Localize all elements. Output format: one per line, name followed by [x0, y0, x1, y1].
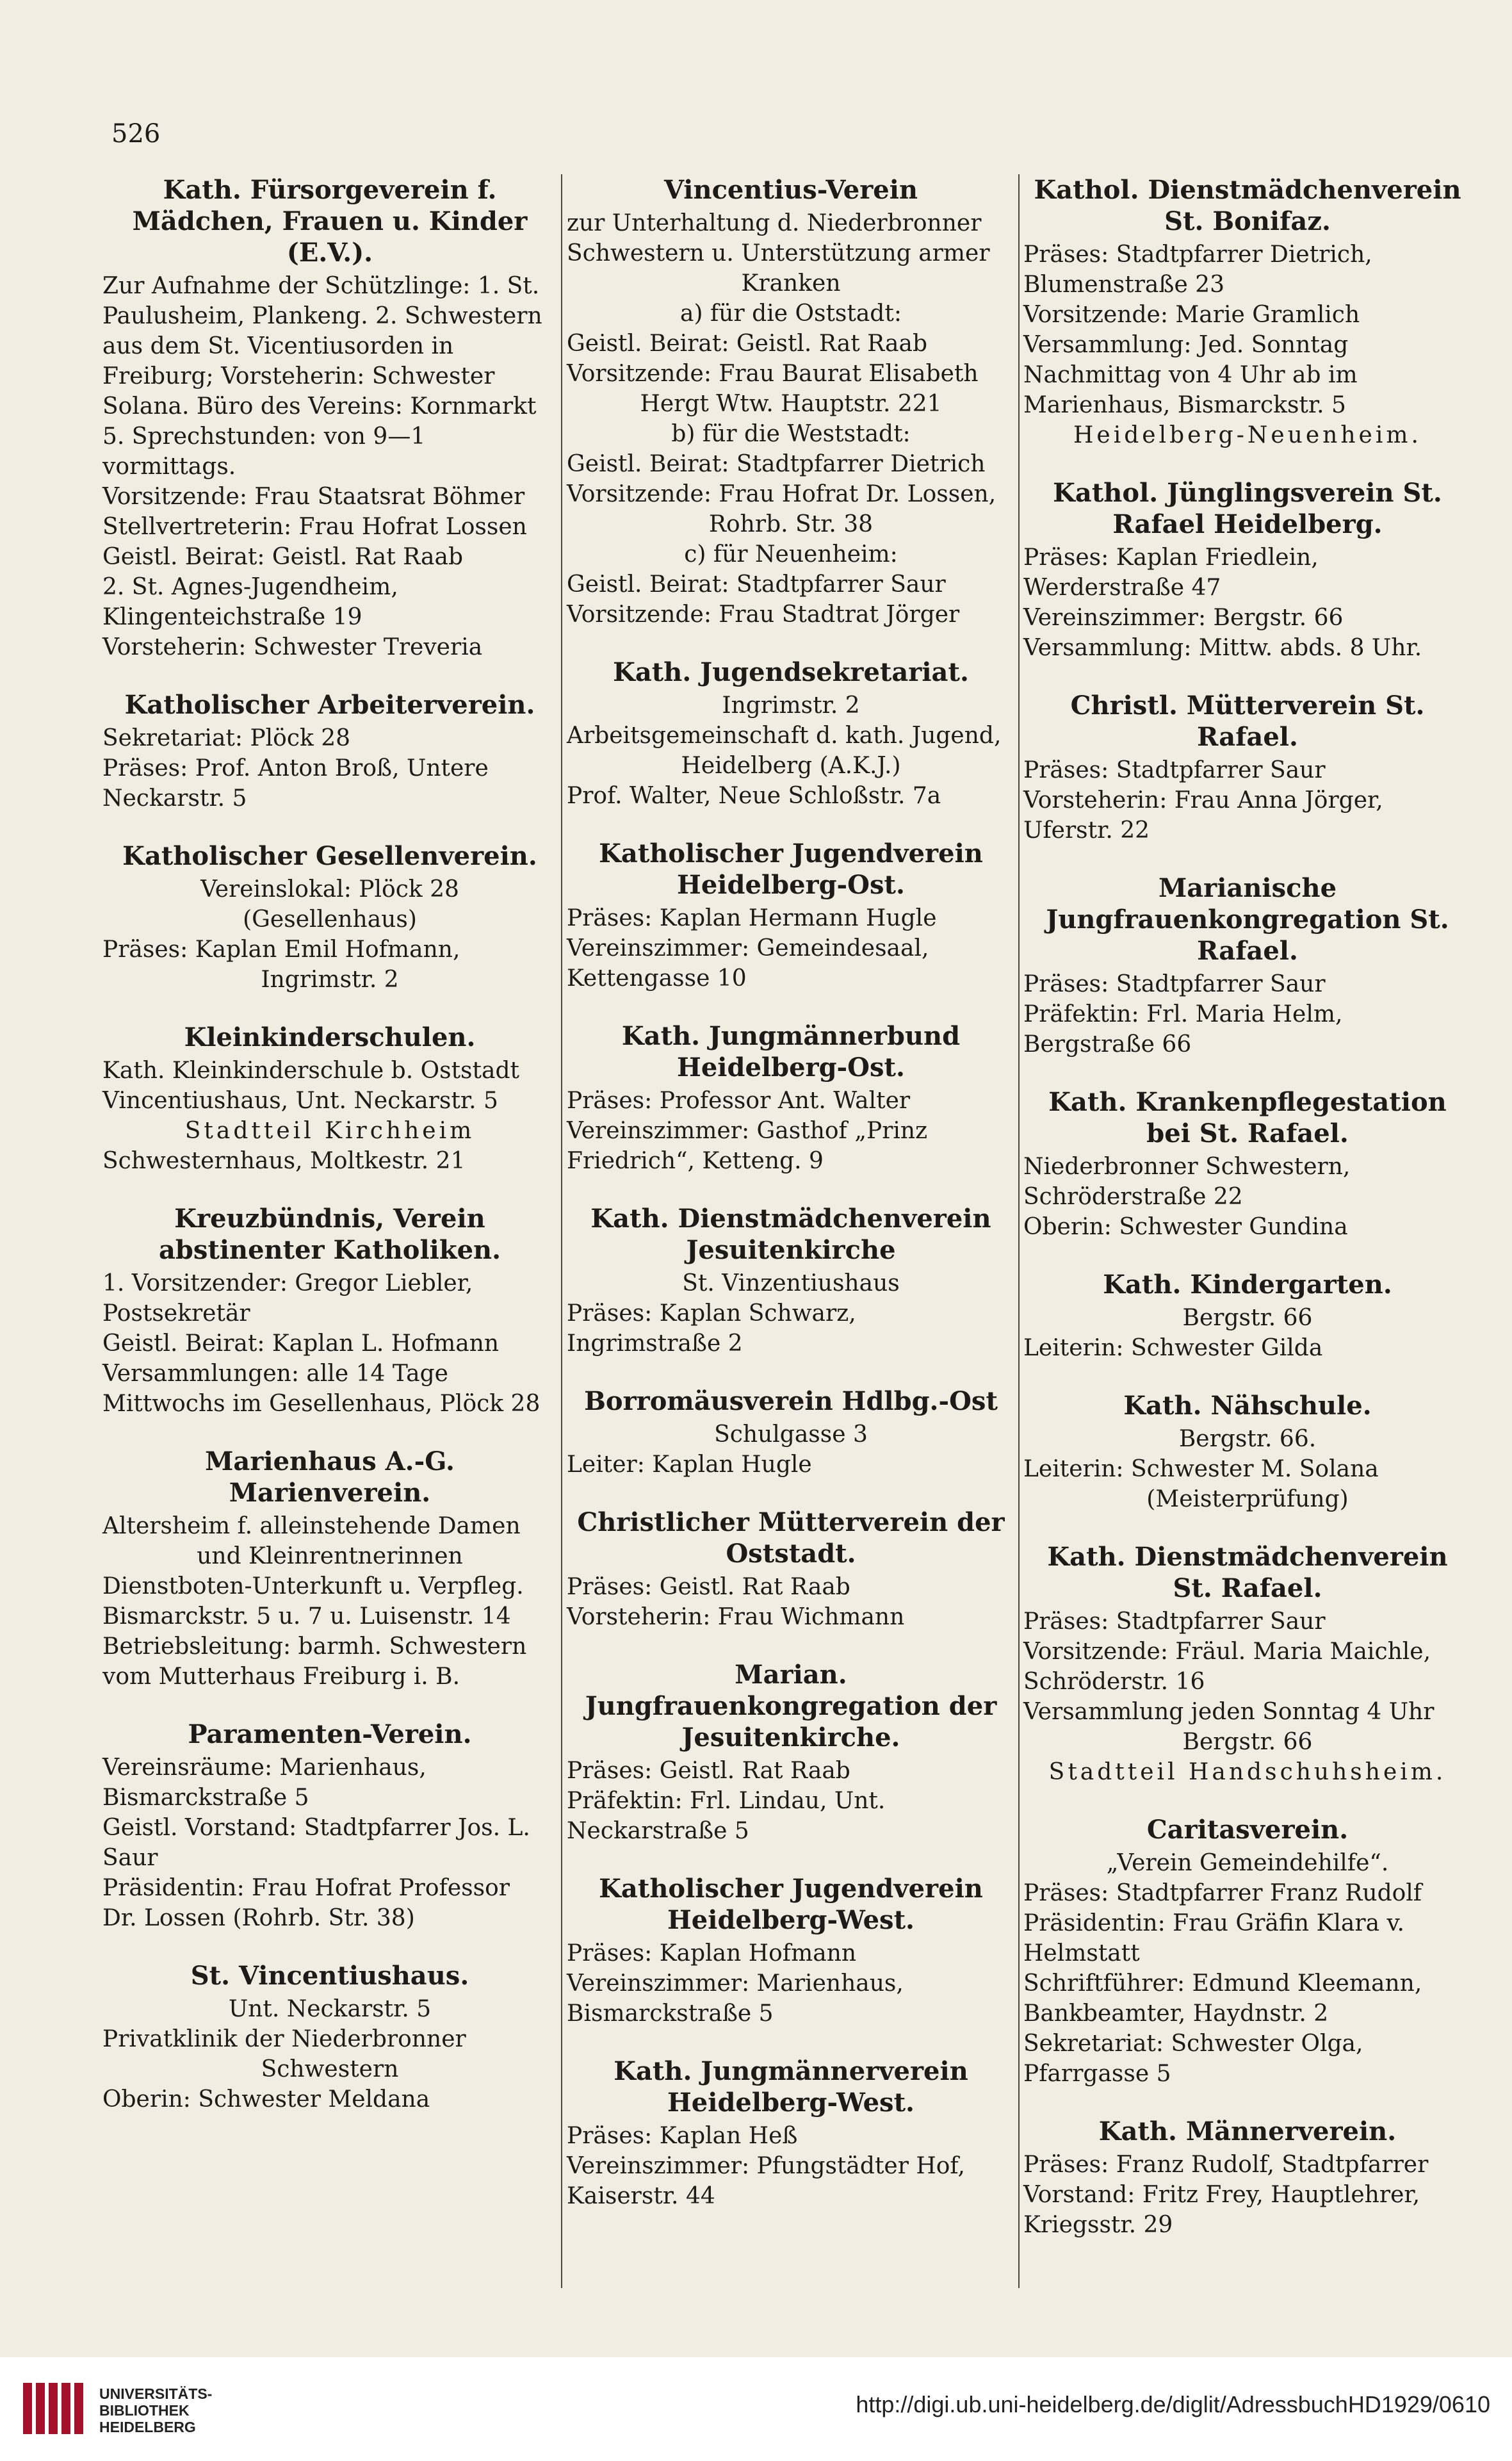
- entry-line: Vereinszimmer: Marienhaus, Bismarckstraße 5: [567, 1970, 904, 2027]
- entry-line: Betriebsleitung: barmh. Schwestern: [102, 1633, 527, 1660]
- directory-entry: [102, 1446, 557, 1692]
- entry-line: Präses: Stadtpfarrer Dietrich, Blumenstraße 23: [1023, 241, 1372, 298]
- column-divider: [1018, 174, 1020, 2288]
- entry-heading: Katholischer Gesellenverein.: [122, 841, 537, 871]
- entry-heading: St. Vincentiushaus.: [190, 1961, 469, 1991]
- entry-line: Stadtteil Kirchheim: [184, 1118, 475, 1144]
- entry-line: vormittags.: [102, 454, 236, 480]
- entry-heading: Paramenten-Verein.: [188, 1719, 472, 1749]
- entry-line: 1. Vorsitzender: Gregor Liebler, Postsekretär: [102, 1270, 473, 1327]
- entry-line: Leiter: Kaplan Hugle: [567, 1451, 812, 1478]
- directory-entry: [102, 1960, 557, 2114]
- entry-heading: Kathol. Dienstmädchenverein St. Bonifaz.: [1034, 175, 1461, 236]
- entry-heading: Katholischer Jugendverein Heidelberg-Ost.: [599, 838, 983, 900]
- entry-heading: Kleinkinderschulen.: [184, 1022, 476, 1052]
- entry-line: und Kleinrentnerinnen: [197, 1543, 463, 1569]
- directory-entry: [1023, 2116, 1472, 2240]
- directory-entry: [567, 2056, 1015, 2211]
- entry-line: Vorsteherin: Frau Anna Jörger,: [1023, 787, 1383, 814]
- directory-entry: [567, 838, 1015, 993]
- entry-line: Präses: Stadtpfarrer Saur: [1023, 971, 1326, 997]
- entry-heading: Kath. Männerverein.: [1098, 2116, 1397, 2146]
- entry-line: Ingrimstr. 2: [722, 692, 860, 719]
- entry-line: St. Vinzentiushaus: [682, 1270, 900, 1296]
- directory-entry: [567, 1203, 1015, 1359]
- entry-line: Präses: Kaplan Hofmann: [567, 1940, 857, 1966]
- entry-heading: Kath. Nähschule.: [1123, 1391, 1372, 1421]
- column-1: [102, 174, 557, 2141]
- directory-entry: [567, 1507, 1015, 1632]
- entry-line: Präses: Professor Ant. Walter: [567, 1088, 911, 1114]
- entry-line: 2. St. Agnes-Jugendheim, Klingenteichstraße 19: [102, 574, 398, 630]
- column-2: [567, 174, 1015, 2238]
- entry-line: Sekretariat: Plöck 28: [102, 725, 351, 751]
- directory-entry: [102, 840, 557, 995]
- entry-line: Kranken: [741, 270, 841, 297]
- entry-line: Friedrich“, Ketteng. 9: [567, 1148, 824, 1174]
- entry-line: Präses: Stadtpfarrer Saur: [1023, 1608, 1326, 1635]
- entry-heading: Kathol. Jünglingsverein St. Rafael Heidelberg.: [1053, 478, 1442, 539]
- directory-entry: [567, 657, 1015, 811]
- entry-line: „Verein Gemeindehilfe“.: [1106, 1850, 1389, 1876]
- entry-line: Vereinsräume: Marienhaus, Bismarckstraße 5: [102, 1754, 427, 1811]
- entry-heading: Marianische Jungfrauenkongregation St. Rafael.: [1046, 873, 1449, 966]
- entry-line: Vereinszimmer: Gasthof „Prinz: [567, 1118, 928, 1144]
- entry-line: Präses: Geistl. Rat Raab: [567, 1574, 850, 1600]
- entry-line: Versammlungen: alle 14 Tage Mittwochs im Gesellenhaus, Plöck 28: [102, 1361, 541, 1417]
- directory-entry: [1023, 1814, 1472, 2089]
- entry-line: Vereinszimmer: Bergstr. 66: [1023, 605, 1344, 631]
- entry-line: Heidelberg (A.K.J.): [681, 753, 901, 779]
- entry-line: Freiburg; Vorsteherin: Schwester: [102, 363, 495, 389]
- entry-line: Arbeitsgemeinschaft d. kath. Jugend,: [567, 723, 1002, 749]
- entry-line: Schriftführer: Edmund Kleemann,: [1023, 1970, 1422, 1997]
- directory-entry: [567, 1020, 1015, 1176]
- entry-line: Präfektin: Frl. Maria Helm, Bergstraße 66: [1023, 1001, 1343, 1058]
- entry-line: Kath. Kleinkinderschule b. Oststadt: [102, 1058, 519, 1084]
- entry-line: Präses: Prof. Anton Broß, Untere: [102, 755, 489, 781]
- entry-line: Vereinslokal: Plöck 28: [200, 876, 459, 903]
- entry-heading: Kath. Krankenpflegestation bei St. Rafael.: [1048, 1087, 1447, 1149]
- entry-line: vom Mutterhaus Freiburg i. B.: [102, 1664, 460, 1690]
- entry-line: Vorsteherin: Schwester Treveria: [102, 634, 483, 660]
- directory-entry: [1023, 872, 1472, 1059]
- entry-line: Schwestern u. Unterstützung armer: [567, 240, 990, 266]
- column-divider: [561, 174, 562, 2288]
- entry-line: Präses: Stadtpfarrer Saur: [1023, 757, 1326, 783]
- entry-line: Vereinszimmer: Gemeindesaal, Kettengasse 10: [567, 935, 929, 992]
- entry-line: Hergt Wtw. Hauptstr. 221: [640, 391, 942, 417]
- entry-line: Dr. Lossen (Rohrb. Str. 38): [102, 1905, 415, 1931]
- entry-line: Präses: Kaplan Friedlein, Werderstraße 47: [1023, 544, 1319, 601]
- entry-line: Uferstr. 22: [1023, 817, 1150, 844]
- entry-heading: Kath. Jungmännerverein Heidelberg-West.: [614, 2056, 968, 2118]
- entry-heading: Christlicher Mütterverein der Oststadt.: [577, 1507, 1005, 1569]
- directory-entry: [567, 174, 1015, 630]
- directory-entry: [567, 1386, 1015, 1480]
- entry-line: Geistl. Beirat: Geistl. Rat Raab: [567, 331, 928, 357]
- entry-line: Neckarstr. 5: [102, 785, 247, 812]
- entry-line: Stadtteil Handschuhsheim.: [1048, 1759, 1447, 1785]
- entry-line: Kaiserstr. 44: [567, 2183, 715, 2209]
- entry-line: Niederbronner Schwestern, Schröderstraße 22: [1023, 1154, 1351, 1210]
- entry-line: Geistl. Vorstand: Stadtpfarrer Jos. L. Saur: [102, 1815, 530, 1871]
- directory-entry: [567, 1659, 1015, 1846]
- directory-entry: [102, 1719, 557, 1933]
- entry-heading: Kath. Fürsorgeverein f. Mädchen, Frauen u. Kinder (E.V.).: [132, 175, 528, 268]
- column-3: [1023, 174, 1472, 2267]
- entry-line: Präses: Stadtpfarrer Franz Rudolf: [1023, 1880, 1422, 1906]
- entry-line: Präsidentin: Frau Gräfin Klara v. Helmstatt: [1023, 1910, 1405, 1966]
- entry-heading: Katholischer Jugendverein Heidelberg-West.: [599, 1874, 983, 1935]
- entry-line: a) für die Oststadt:: [680, 300, 902, 327]
- entry-heading: Vincentius-Verein: [663, 175, 918, 205]
- directory-entry: [1023, 1086, 1472, 1242]
- entry-heading: Kath. Dienstmädchenverein St. Rafael.: [1047, 1542, 1448, 1603]
- entry-heading: Marian. Jungfrauenkongregation der Jesuitenkirche.: [585, 1660, 997, 1753]
- entry-heading: Kath. Kindergarten.: [1103, 1270, 1392, 1300]
- entry-heading: Kath. Jungmännerbund Heidelberg-Ost.: [621, 1021, 961, 1083]
- entry-line: c) für Neuenheim:: [684, 541, 898, 568]
- entry-line: Rohrb. Str. 38: [708, 511, 874, 537]
- entry-line: Leiterin: Schwester Gilda: [1023, 1335, 1323, 1361]
- entry-line: Vorsitzende: Frau Hofrat Dr. Lossen,: [567, 481, 996, 507]
- entry-line: Schröderstr. 16: [1023, 1669, 1205, 1695]
- entry-line: Privatklinik der Niederbronner: [102, 2026, 466, 2052]
- entry-line: Geistl. Beirat: Geistl. Rat Raab: [102, 544, 464, 570]
- entry-line: Versammlung: Mittw. abds. 8 Uhr.: [1023, 635, 1422, 661]
- directory-entry: [567, 1873, 1015, 2029]
- entry-line: (Meisterprüfung): [1146, 1486, 1349, 1512]
- entry-line: Stellvertreterin: Frau Hofrat Lossen: [102, 514, 527, 540]
- entry-line: Geistl. Beirat: Stadtpfarrer Dietrich: [567, 451, 986, 477]
- entry-line: Präses: Franz Rudolf, Stadtpfarrer: [1023, 2152, 1429, 2178]
- entry-line: Solana. Büro des Vereins: Kornmarkt 5. Sprechstunden: von 9—1: [102, 393, 537, 450]
- source-url-link[interactable]: http://digi.ub.uni-heidelberg.de/diglit/AdressbuchHD1929/0610: [856, 2391, 1490, 2417]
- entry-line: Ingrimstr. 2: [261, 967, 399, 993]
- entry-heading: Marienhaus A.-G. Marienverein.: [205, 1446, 455, 1508]
- entry-line: Leiterin: Schwester M. Solana: [1023, 1456, 1379, 1482]
- directory-entry: [102, 689, 557, 814]
- entry-line: Bergstr. 66: [1182, 1729, 1313, 1755]
- entry-line: Vorsteherin: Frau Wichmann: [567, 1604, 905, 1630]
- entry-line: Schwestern: [261, 2056, 399, 2082]
- page-number: 526: [111, 119, 161, 149]
- entry-line: Präses: Kaplan Emil Hofmann,: [102, 936, 460, 963]
- entry-line: b) für die Weststadt:: [671, 421, 911, 447]
- directory-entry: [1023, 690, 1472, 846]
- entry-line: Vorsitzende: Frau Stadtrat Jörger: [567, 601, 960, 628]
- entry-line: Schulgasse 3: [714, 1421, 868, 1448]
- entry-line: Präsidentin: Frau Hofrat Professor: [102, 1875, 510, 1901]
- entry-line: Vincentiushaus, Unt. Neckarstr. 5: [102, 1088, 498, 1114]
- entry-line: Präses: Kaplan Hermann Hugle: [567, 905, 937, 931]
- entry-line: Geistl. Beirat: Kaplan L. Hofmann: [102, 1330, 500, 1357]
- entry-line: Vorsitzende: Fräul. Maria Maichle,: [1023, 1639, 1431, 1665]
- entry-line: Versammlung jeden Sonntag 4 Uhr: [1023, 1699, 1435, 1725]
- directory-entry: [1023, 1269, 1472, 1363]
- entry-line: Sekretariat: Schwester Olga, Pfarrgasse 5: [1023, 2031, 1363, 2087]
- entry-heading: Kreuzbündnis, Verein abstinenter Katholiken.: [158, 1204, 501, 1265]
- entry-line: Bergstr. 66.: [1178, 1426, 1317, 1452]
- entry-line: Präses: Geistl. Rat Raab: [567, 1758, 850, 1784]
- entry-line: Vorstand: Fritz Frey, Hauptlehrer, Kriegsstr. 29: [1023, 2182, 1420, 2238]
- entry-heading: Katholischer Arbeiterverein.: [124, 690, 535, 720]
- entry-line: Unt. Neckarstr. 5: [228, 1996, 432, 2022]
- entry-line: Oberin: Schwester Gundina: [1023, 1214, 1348, 1240]
- entry-line: Vorsitzende: Frau Baurat Elisabeth: [567, 361, 979, 387]
- directory-entry: [102, 1203, 557, 1419]
- directory-entry: [1023, 1390, 1472, 1514]
- directory-entry: [1023, 174, 1472, 450]
- entry-heading: Borromäusverein Hdlbg.-Ost: [584, 1386, 998, 1416]
- entry-line: Zur Aufnahme der Schützlinge: 1. St.: [102, 273, 540, 299]
- entry-line: Bankbeamter, Haydnstr. 2: [1023, 2000, 1329, 2027]
- university-library-logo-icon: [18, 2376, 95, 2441]
- directory-entry: [102, 174, 557, 662]
- entry-line: Dienstboten-Unterkunft u. Verpfleg.: [102, 1573, 524, 1599]
- entry-heading: Caritasverein.: [1146, 1815, 1349, 1845]
- entry-line: zur Unterhaltung d. Niederbronner: [567, 210, 982, 236]
- entry-heading: Kath. Dienstmädchenverein Jesuitenkirche: [590, 1204, 991, 1265]
- entry-line: Vereinszimmer: Pfungstädter Hof,: [567, 2153, 965, 2179]
- entry-line: Oberin: Schwester Meldana: [102, 2086, 430, 2113]
- entry-line: Bergstr. 66: [1182, 1305, 1313, 1331]
- entry-line: Paulusheim, Plankeng. 2. Schwestern aus dem St. Vicentiusorden in: [102, 303, 542, 359]
- entry-line: Präses: Kaplan Heß: [567, 2123, 798, 2149]
- entry-line: Vorsitzende: Marie Gramlich: [1023, 302, 1360, 328]
- entry-line: Versammlung: Jed. Sonntag Nachmittag von 4 Uhr ab im Marienhaus, Bismarckstr. 5: [1023, 332, 1358, 418]
- directory-entry: [102, 1022, 557, 1176]
- entry-line: Präses: Kaplan Schwarz, Ingrimstraße 2: [567, 1300, 856, 1357]
- entry-line: Prof. Walter, Neue Schloßstr. 7a: [567, 783, 941, 809]
- entry-line: Präfektin: Frl. Lindau, Unt. Neckarstraße 5: [567, 1788, 886, 1844]
- entry-line: (Gesellenhaus): [243, 906, 417, 933]
- entry-line: Altersheim f. alleinstehende Damen: [102, 1513, 521, 1539]
- entry-line: Heidelberg-Neuenheim.: [1073, 422, 1422, 448]
- directory-entry: [1023, 1541, 1472, 1787]
- entry-line: Vorsitzende: Frau Staatsrat Böhmer: [102, 484, 525, 510]
- entry-heading: Kath. Jugendsekretariat.: [613, 657, 969, 687]
- entry-line: Geistl. Beirat: Stadtpfarrer Saur: [567, 571, 946, 598]
- library-name: UNIVERSITÄTS- BIBLIOTHEK HEIDELBERG: [99, 2385, 213, 2435]
- entry-line: Bismarckstr. 5 u. 7 u. Luisenstr. 14: [102, 1603, 511, 1630]
- entry-heading: Christl. Mütterverein St. Rafael.: [1070, 691, 1425, 752]
- directory-entry: [1023, 477, 1472, 663]
- entry-line: Schwesternhaus, Moltkestr. 21: [102, 1148, 466, 1174]
